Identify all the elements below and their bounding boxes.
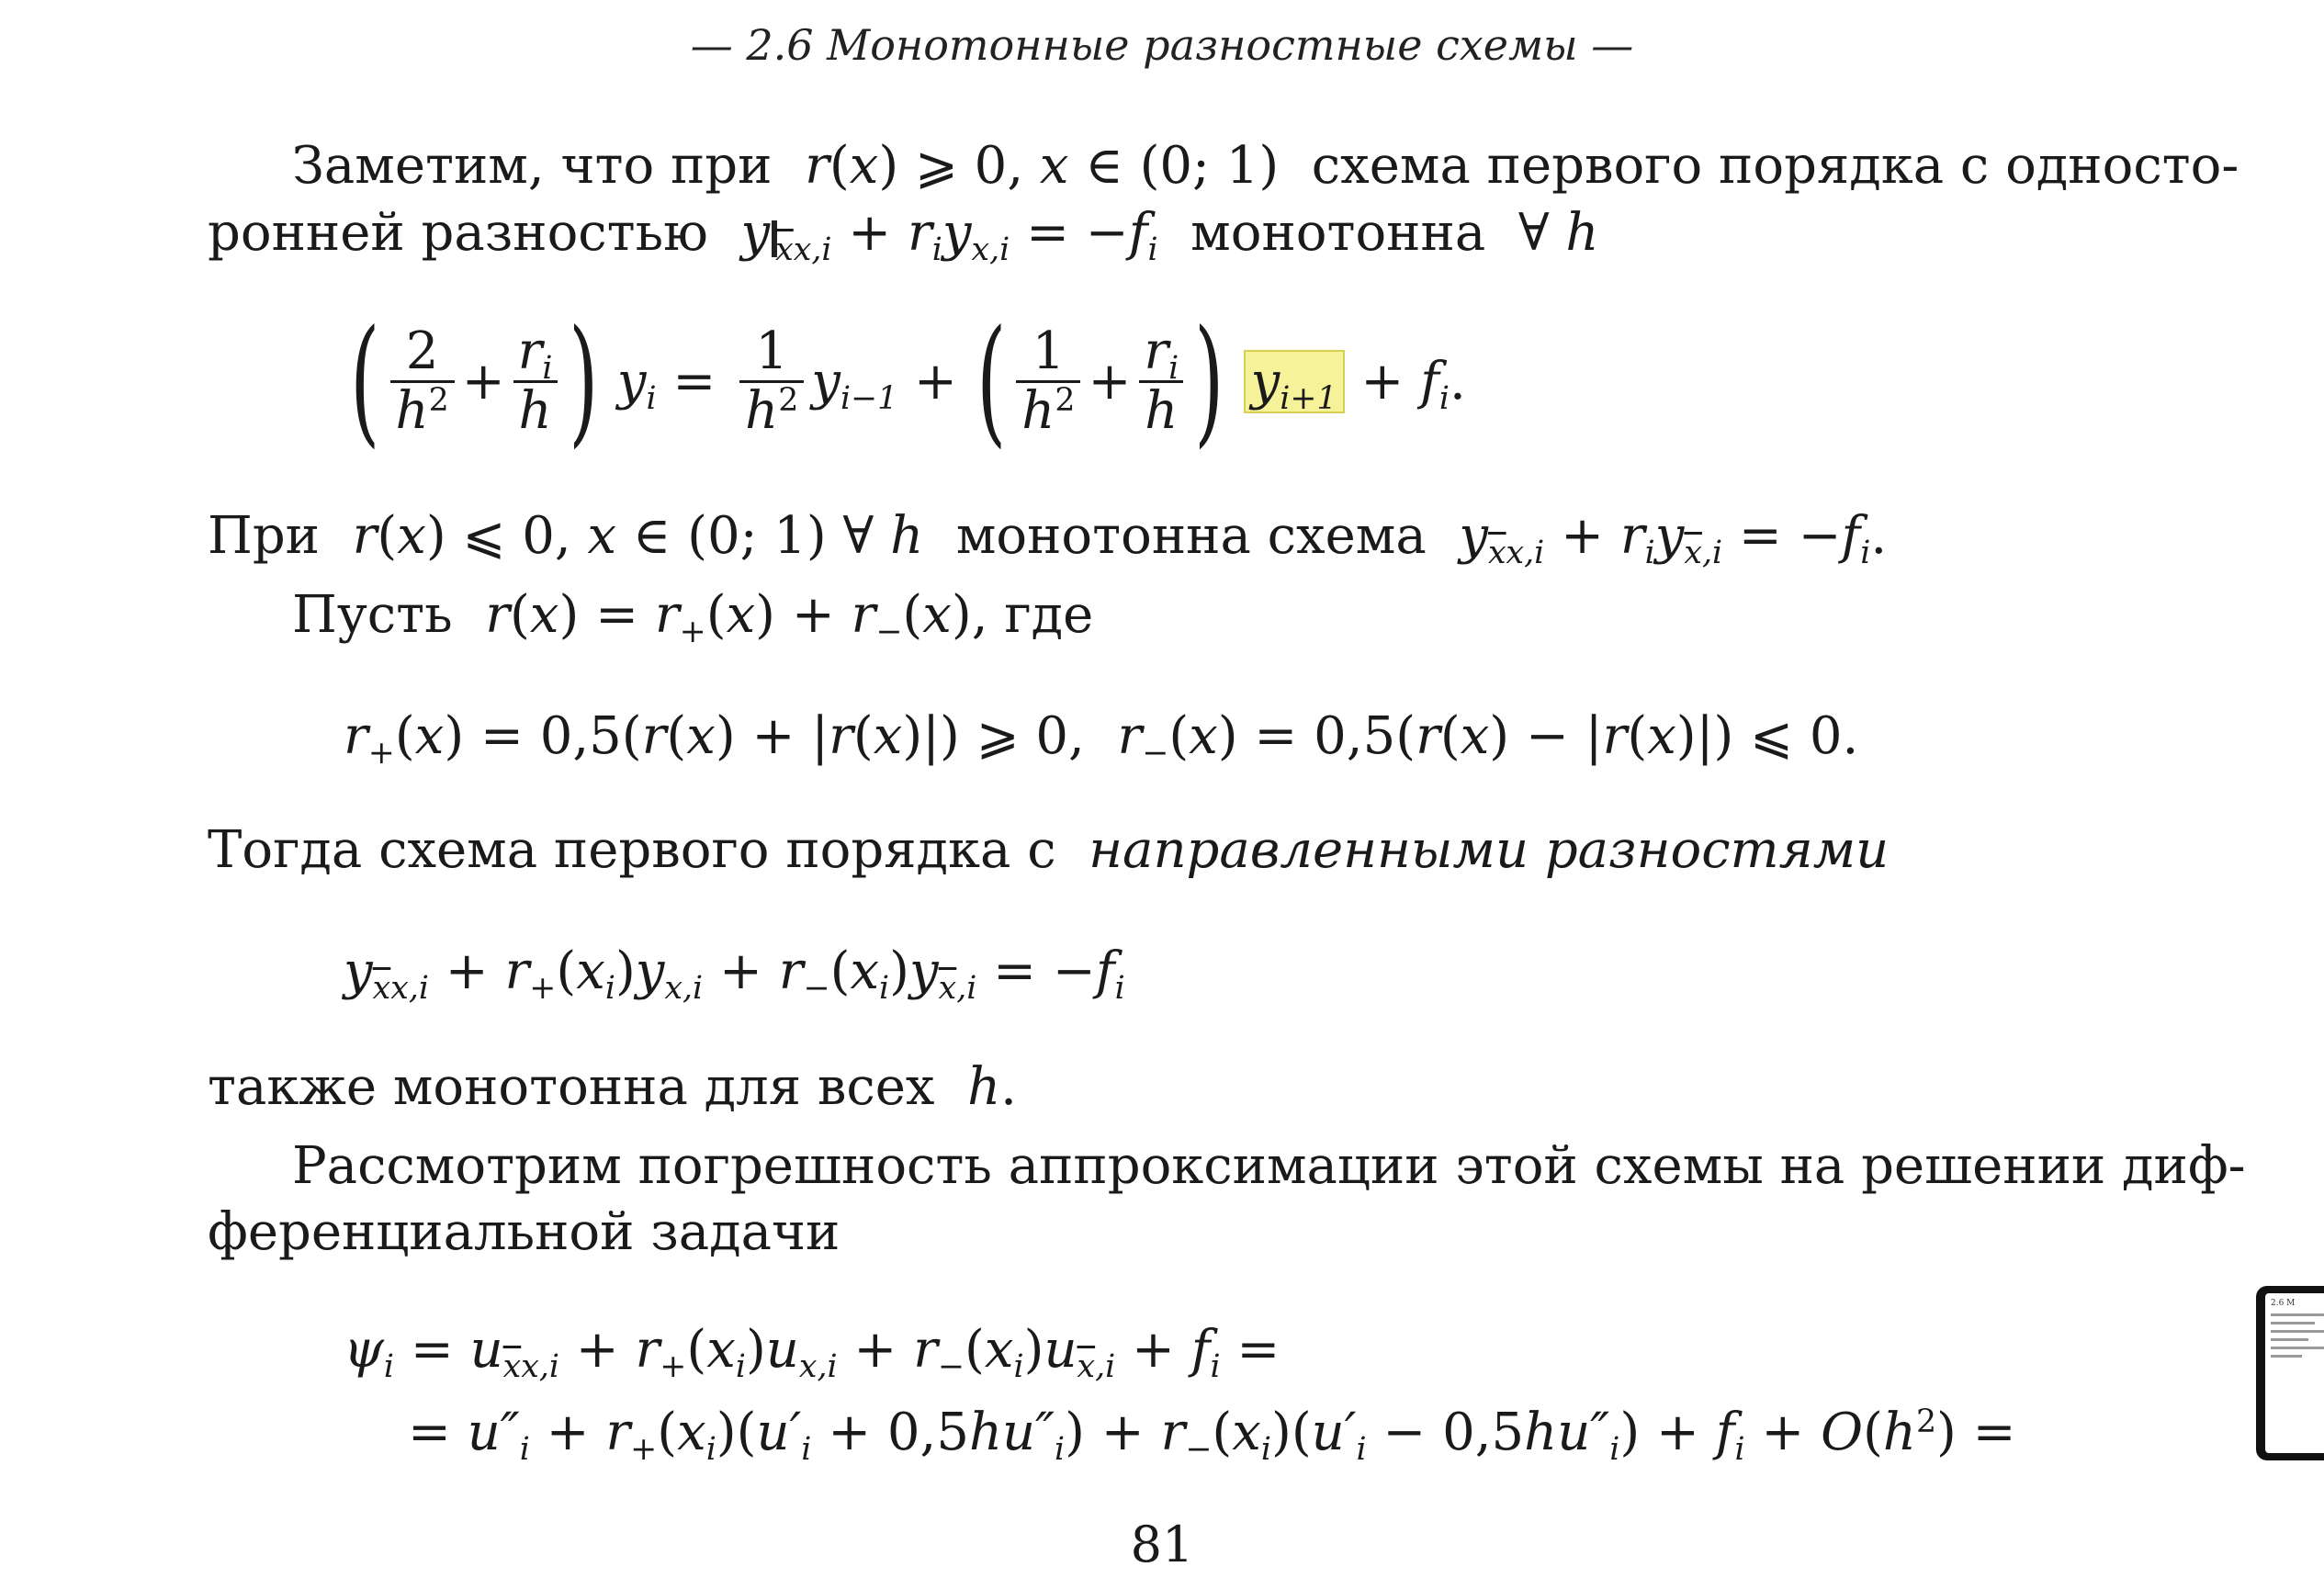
thumbnail-line xyxy=(2271,1338,2308,1341)
thumbnail-preview xyxy=(2265,1293,2324,1453)
paragraph-line-7 xyxy=(292,1133,2246,1200)
paragraph-line-1: Заметим, что при r(x) ⩾ 0, x ∈ (0; 1) схема первого порядка с односто- xyxy=(292,136,2239,196)
page-number: 81 xyxy=(1130,1516,1194,1573)
highlighted-term[interactable]: $y_{i+1}$ xyxy=(1244,350,1345,413)
thumbnail-line xyxy=(2271,1313,2324,1316)
paragraph-line-3: При r(x) ⩽ 0, x ∈ (0; 1) ∀ h монотонна схема $y_{\overline{x}x,i} + r_iy_{\overline{x},i} = -f_i$. xyxy=(208,506,1888,572)
display-formula-3: $y_{\overline{x}x,i} + r_+(x_i)y_{x,i} + r_-(x_i)y_{\overline{x},i} = -f_i$ xyxy=(344,941,1125,1008)
paragraph-line-6: также монотонна для всех h. xyxy=(208,1057,1017,1117)
thumbnail-line xyxy=(2271,1322,2315,1324)
thumbnail-line xyxy=(2271,1355,2302,1358)
text-segment: Пусть xyxy=(292,585,453,645)
text-segment: ференциальной задачи xyxy=(208,1202,840,1262)
paragraph-line-4: Пусть $r(x) = r_+(x) + r_-(x)$, где xyxy=(292,585,1094,651)
paragraph-line-2: ронней разностью y $_{\overline{x}x,i} + r_iy_{x,i} = -f_i$ монотонна ∀ h xyxy=(208,203,1599,269)
text-segment: Рассмотрим погрешность аппроксимации этой схемы на решении диф- xyxy=(292,1136,2246,1196)
emphasis-text: направленными разностями xyxy=(1089,820,1890,880)
running-header: — 2.6 Монотонные разностные схемы — xyxy=(690,20,1634,70)
math-inline: r xyxy=(788,136,829,196)
text-segment: монотонна схема xyxy=(955,506,1427,566)
thumbnail-line xyxy=(2271,1330,2324,1333)
paragraph-line-8 xyxy=(208,1200,840,1266)
display-formula-1: ( $\frac{2}{h^2}$ + $\frac{r_i}{h}$ ) $y_i$ = $\frac{1}{h^2}$ $y_{i-1}$ + ( $\frac{1}{h^2}$ + $\frac{r_i}{h}$ ) $y_{i+1}$ + $f_i$ . xyxy=(350,301,1466,461)
text-segment: схема первого порядка с односто- xyxy=(1311,136,2239,196)
display-formula-4-line-2: = $u''_i + r_+(x_i)(u'_i + 0,5hu''_i) + r_-(x_i)(u'_i - 0,5hu''_i) + f_i + O(h^2)$ = xyxy=(408,1403,2016,1469)
paragraph-line-5 xyxy=(208,817,1889,884)
display-formula-4-line-1: $\psi_i = u_{\overline{x}x,i} + r_+(x_i)u_{x,i} + r_-(x_i)u_{\overline{x},i} + f_i$ = xyxy=(344,1320,1280,1386)
text-segment: Тогда схема первого порядка с xyxy=(208,820,1056,880)
text-segment: также монотонна для всех xyxy=(208,1057,935,1117)
text-segment: монотонна xyxy=(1190,203,1486,263)
thumbnail-title: 2.6 М xyxy=(2271,1299,2296,1308)
thumbnail-line xyxy=(2271,1347,2324,1349)
text-segment: При xyxy=(208,506,321,566)
text-segment: Заметим, что при xyxy=(292,136,773,196)
page-thumbnail[interactable] xyxy=(2256,1286,2324,1460)
display-formula-2: $r_+(x) = 0,5(r(x) + |r(x)|)$ ⩾ 0, $r_-(x) = 0,5(r(x) - |r(x)|)$ ⩽ 0. xyxy=(344,706,1859,772)
text-segment: , где xyxy=(971,585,1094,645)
text-segment: ронней разностью xyxy=(208,203,708,263)
